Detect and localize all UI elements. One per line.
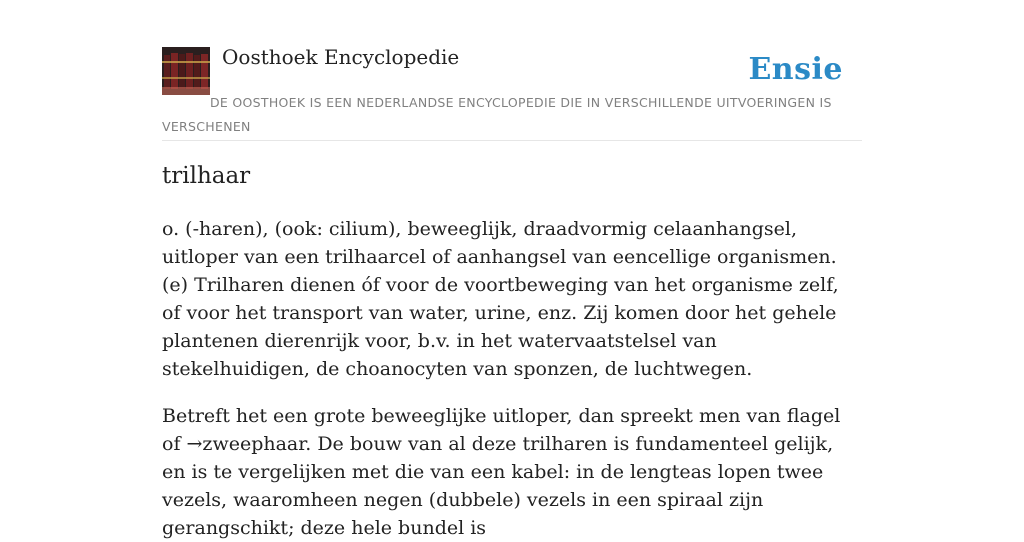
site-header	[162, 0, 862, 141]
article-paragraph: Betreft het een grote beweeglijke uitloper, dan spreekt men van flagel of →zweephaar. De bouw van al deze trilharen is fundamenteel gelijk, en is te vergelijken met die van een kabel: in de lengteas lopen twee vezels, waaromheen negen (dubbele) vezels in een spiraal zijn gerangschikt; deze hele bundel is	[162, 405, 841, 539]
article-paragraph: o. (-haren), (ook: cilium), beweeglijk, draadvormig celaanhangsel, uitloper van een trilhaarcel of aanhangsel van eencellige organismen. (e) Trilharen dienen óf voor de voortbeweging van het organisme zelf, of voor het transport van water, urine, enz. Zij komen door het gehele plantenen dierenrijk voor, b.v. in het watervaatstelsel van stekelhuidigen, de choanocyten van sponzen, de luchtwegen.	[162, 218, 839, 380]
brand-logo[interactable]: Ensie	[748, 52, 843, 87]
site-tagline: DE OOSTHOEK IS EEN NEDERLANDSE ENCYCLOPEDIE DIE IN VERSCHILLENDE UITVOERINGEN IS VERSCHENEN	[162, 95, 832, 134]
article-title: trilhaar	[162, 163, 251, 189]
site-name[interactable]: Oosthoek Encyclopedie	[222, 45, 460, 69]
avatar[interactable]	[162, 47, 210, 95]
content-container	[162, 0, 862, 539]
book-spines-icon	[162, 47, 210, 95]
